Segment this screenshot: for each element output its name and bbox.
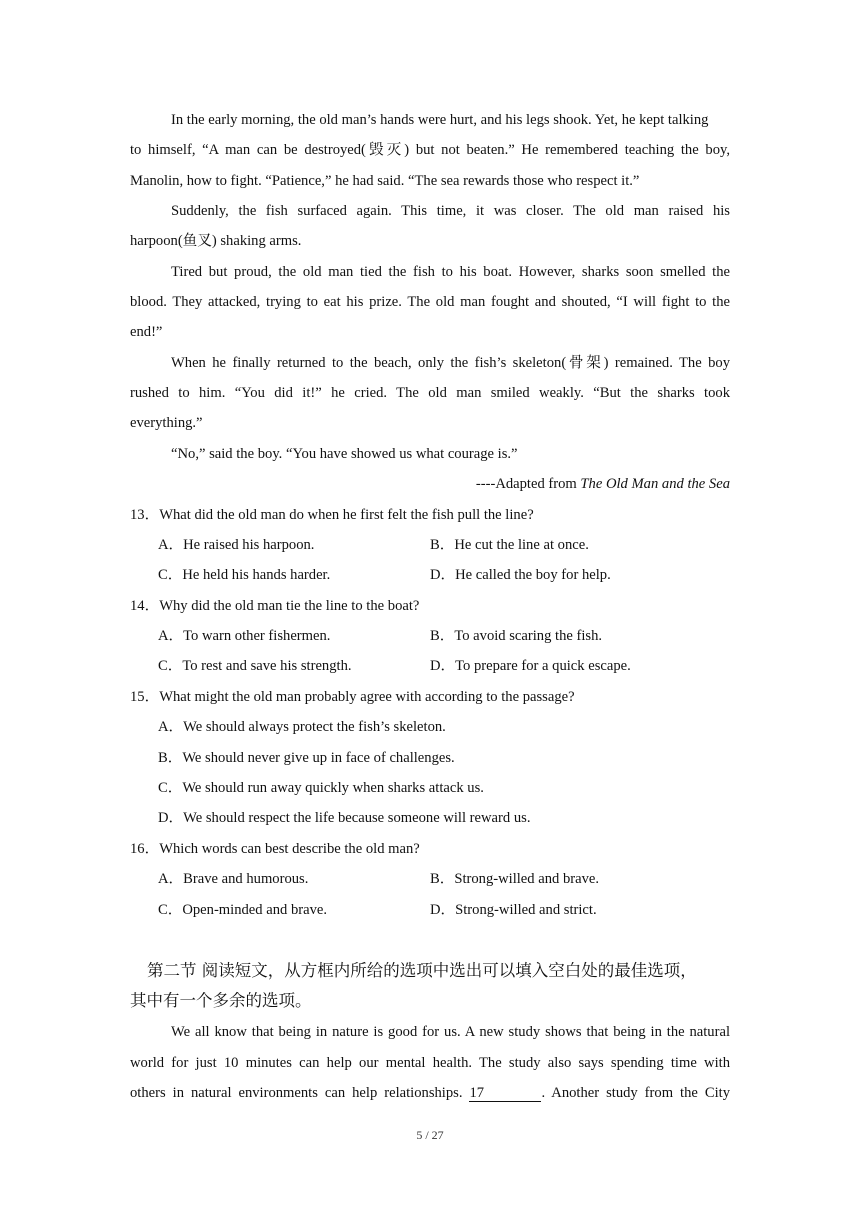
passage-line: harpoon(鱼叉) shaking arms. (130, 233, 302, 249)
option-c: C．To rest and save his strength. (158, 658, 352, 674)
option-b: B．We should never give up in face of challenges. (158, 750, 455, 766)
option-c: C．Open-minded and brave. (158, 902, 327, 918)
option-a: A．We should always protect the fish’s skeleton. (158, 719, 446, 735)
passage-line: world for just 10 minutes can help our mental health. The study also says spending time with (130, 1055, 730, 1071)
section-heading: 其中有一个多余的选项。 (130, 991, 312, 1010)
blank-17[interactable]: 17 (469, 1086, 541, 1102)
source-title: The Old Man and the Sea (580, 476, 730, 492)
option-b: B．Strong-willed and brave. (430, 871, 600, 887)
option-d: D．Strong-willed and strict. (430, 902, 597, 918)
passage-line: blood. They attacked, trying to eat his prize. The old man fought and shouted, “I will fight to the (130, 294, 730, 310)
question-stem: 15．What might the old man probably agree with according to the passage? (130, 689, 575, 705)
question-stem: 14．Why did the old man tie the line to the boat? (130, 598, 420, 614)
passage-line: rushed to him. “You did it!” he cried. The old man smiled weakly. “But the sharks took (130, 385, 730, 401)
option-a: A．Brave and humorous. (158, 871, 309, 887)
text-before-blank: others in natural environments can help relationships. (130, 1085, 463, 1101)
option-c: C．He held his hands harder. (158, 567, 331, 583)
passage-source (476, 475, 730, 493)
question-stem: 13．What did the old man do when he first felt the fish pull the line? (130, 507, 534, 523)
question-stem: 16．Which words can best describe the old man? (130, 841, 420, 857)
option-a: A．To warn other fishermen. (158, 628, 331, 644)
option-b: B．He cut the line at once. (430, 537, 589, 553)
passage-line: Manolin, how to fight. “Patience,” he had said. “The sea rewards those who respect it.” (130, 173, 640, 189)
option-d: D．To prepare for a quick escape. (430, 658, 631, 674)
passage-line (130, 1084, 730, 1102)
passage-line: In the early morning, the old man’s hands were hurt, and his legs shook. Yet, he kept talking (171, 112, 709, 128)
passage-line: “No,” said the boy. “You have showed us what courage is.” (171, 446, 518, 462)
option-c: C．We should run away quickly when sharks attack us. (158, 780, 484, 796)
passage-line: When he finally returned to the beach, only the fish’s skeleton(骨架) remained. The boy (171, 355, 730, 371)
source-prefix: ----Adapted from (475, 476, 581, 492)
option-d: D．We should respect the life because someone will reward us. (158, 810, 531, 826)
passage-line: end!” (130, 324, 163, 340)
passage-line: to himself, “A man can be destroyed(毁灭) but not beaten.” He remembered teaching the boy, (130, 142, 730, 158)
page-number: 5 / 27 (416, 1128, 444, 1142)
passage-line: Suddenly, the fish surfaced again. This time, it was closer. The old man raised his (171, 203, 730, 219)
section-heading: 第二节 阅读短文，从方框内所给的选项中选出可以填入空白处的最佳选项， (147, 961, 697, 980)
text-after-blank: . Another study from the City (541, 1085, 730, 1101)
option-b: B．To avoid scaring the fish. (430, 628, 603, 644)
passage-line: everything.” (130, 415, 203, 431)
passage-line: We all know that being in nature is good for us. A new study shows that being in the natural (171, 1024, 730, 1040)
passage-line: Tired but proud, the old man tied the fish to his boat. However, sharks soon smelled the (171, 264, 730, 280)
option-d: D．He called the boy for help. (430, 567, 611, 583)
option-a: A．He raised his harpoon. (158, 537, 315, 553)
